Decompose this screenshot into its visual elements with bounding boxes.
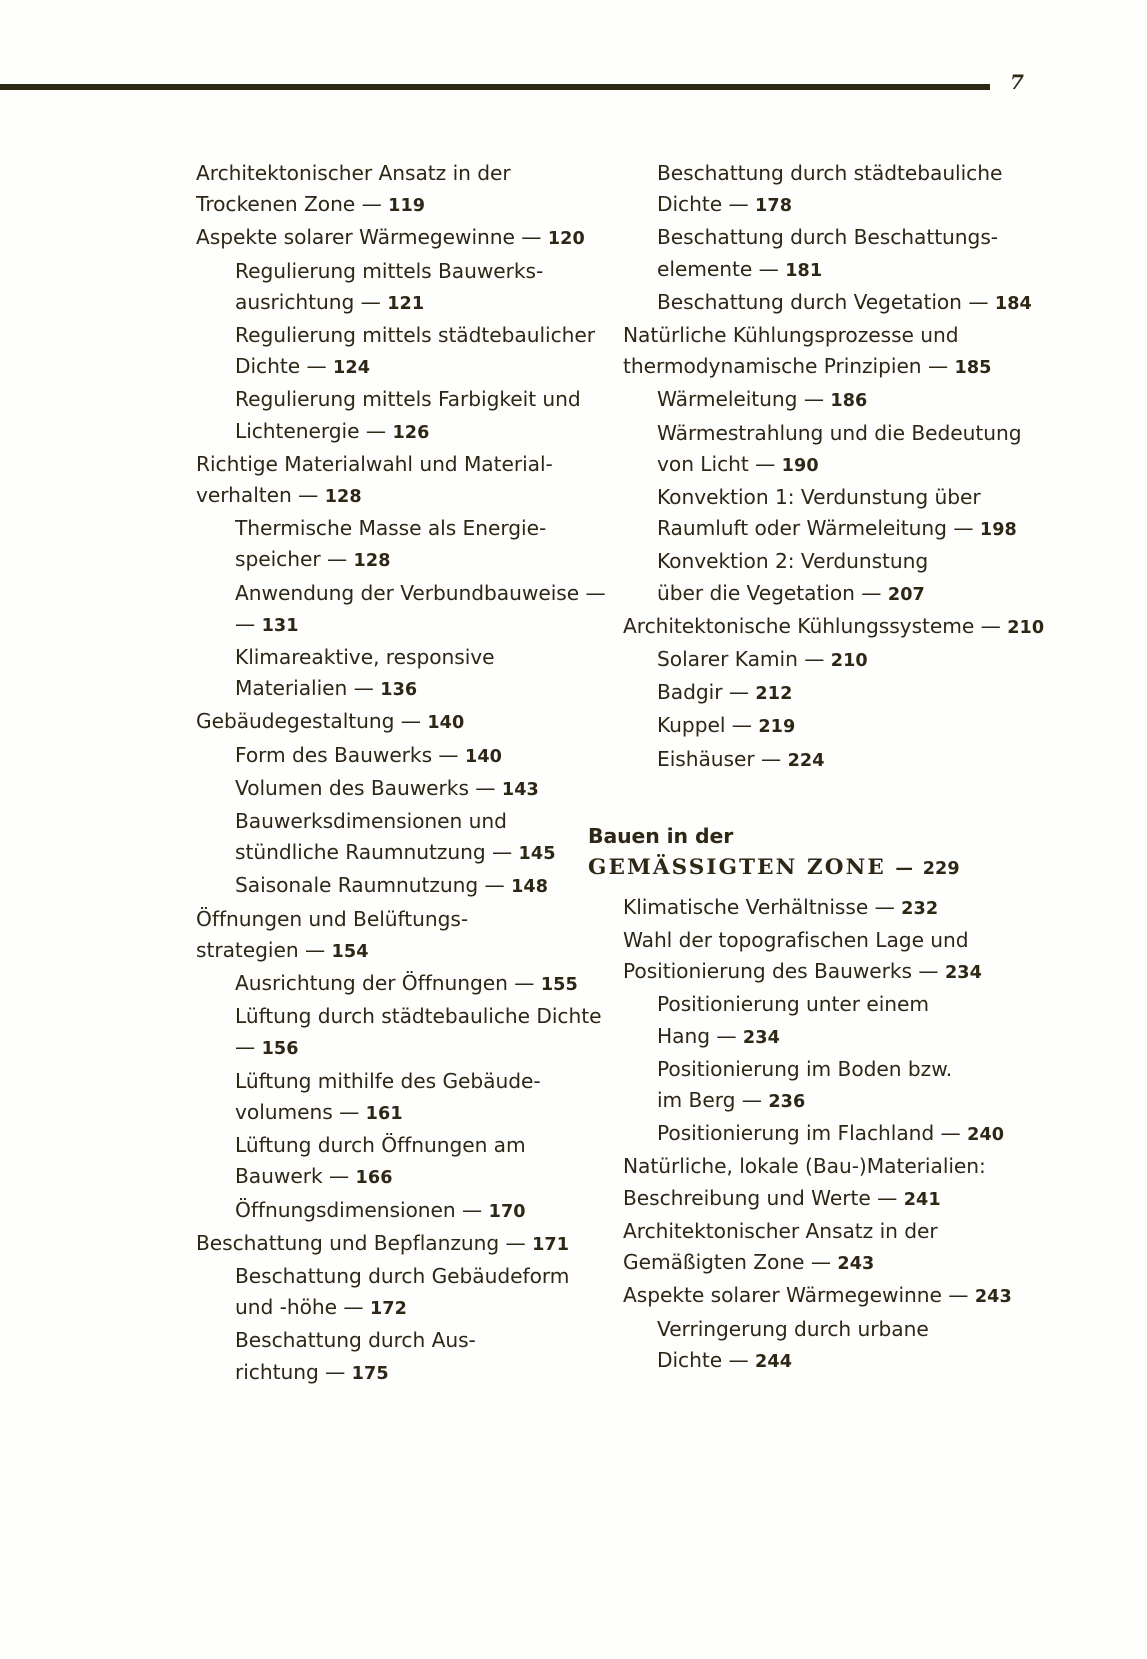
toc-entry-title: volumens <box>235 1099 333 1124</box>
toc-separator: — <box>728 1347 749 1372</box>
toc-column-left <box>196 158 606 1390</box>
toc-entry-title: Bauwerk <box>235 1164 323 1189</box>
toc-entry-title: Wärmeleitung <box>657 387 798 412</box>
toc-entry[interactable] <box>580 351 1000 384</box>
toc-entry[interactable] <box>196 1357 578 1390</box>
toc-separator: — <box>861 580 882 605</box>
toc-entry-title: Richtige Materialwahl und Material- <box>196 451 553 476</box>
toc-entry-title: thermodynamische Prinzipien <box>623 354 922 379</box>
toc-separator: — <box>343 1295 364 1320</box>
toc-entry-page: 172 <box>369 1299 407 1320</box>
toc-separator: — <box>326 547 348 572</box>
toc-separator: — <box>304 937 326 962</box>
page-number: 7 <box>1010 70 1025 94</box>
toc-separator: — <box>514 971 535 996</box>
toc-entry-title: Badgir <box>657 680 723 705</box>
toc-entry-page: 207 <box>887 584 925 605</box>
toc-entry[interactable] <box>580 1085 1000 1118</box>
toc-entry-page: 161 <box>365 1103 403 1124</box>
toc-entry-title: Konvektion 2: Verdunstung <box>657 549 929 574</box>
toc-entry[interactable] <box>196 384 581 415</box>
toc-separator: — <box>438 742 459 767</box>
toc-entry[interactable] <box>580 449 1000 482</box>
toc-entry-title: Materialien <box>235 676 348 701</box>
toc-entry[interactable] <box>196 870 578 903</box>
toc-entry-page: 243 <box>974 1287 1012 1308</box>
toc-entry[interactable] <box>580 892 1000 925</box>
toc-separator: — <box>953 516 974 541</box>
toc-entry[interactable] <box>196 935 578 968</box>
toc-entry-title: Dichte <box>657 192 723 217</box>
toc-entry[interactable] <box>196 806 578 837</box>
toc-entry[interactable] <box>580 644 1000 677</box>
toc-entry-title: Natürliche Kühlungsprozesse und <box>623 323 959 348</box>
toc-entry[interactable] <box>580 418 1022 449</box>
toc-entry-title: Verringerung durch urbane <box>657 1316 929 1341</box>
part-heading-zone-name: GEMÄSSIGTEN ZONE <box>588 854 886 880</box>
toc-entry[interactable] <box>196 351 578 384</box>
toc-entry-title: Positionierung des Bauwerks <box>623 959 913 984</box>
toc-separator: — <box>741 1088 762 1113</box>
toc-separator: — <box>505 1230 526 1255</box>
toc-entry-title: Öffnungen und Belüftungs- <box>196 906 469 931</box>
toc-entry[interactable] <box>580 956 1000 989</box>
toc-entry[interactable] <box>196 1292 578 1325</box>
toc-entry-title: Beschattung durch Aus- <box>235 1328 476 1353</box>
toc-entry[interactable] <box>580 1118 1005 1151</box>
toc-entry[interactable] <box>196 1161 578 1194</box>
toc-entry-title: Architektonischer Ansatz in der <box>196 161 511 185</box>
toc-entry-page: 140 <box>464 746 503 767</box>
toc-entry[interactable] <box>580 1345 1000 1378</box>
toc-entry-title: Raumluft oder Wärmeleitung <box>657 516 947 541</box>
toc-separator: — <box>810 1250 831 1275</box>
toc-entry-title: im Berg <box>657 1088 736 1113</box>
toc-entry-page: 243 <box>837 1254 875 1275</box>
toc-entry-page: 124 <box>333 358 371 379</box>
toc-entry-page: 145 <box>518 844 556 865</box>
toc-entry-page: 166 <box>355 1168 393 1189</box>
toc-entry-page: 210 <box>1007 617 1045 638</box>
toc-separator: — <box>716 1023 737 1048</box>
toc-entry[interactable] <box>196 480 578 513</box>
toc-entry-title: Positionierung im Boden bzw. <box>657 1056 953 1081</box>
toc-entry[interactable] <box>580 320 1000 351</box>
toc-entry-title: Eishäuser <box>657 746 755 771</box>
toc-entry[interactable] <box>580 1247 1000 1280</box>
toc-separator: — <box>491 840 513 865</box>
toc-entry-page: 140 <box>427 713 465 734</box>
toc-entry[interactable] <box>196 578 606 609</box>
part-heading-line2 <box>580 851 1000 886</box>
toc-entry-title: Regulierung mittels Bauwerks- <box>235 258 544 283</box>
toc-entry[interactable] <box>196 256 578 287</box>
toc-entry[interactable] <box>196 222 585 255</box>
toc-entry-page: 119 <box>388 196 426 217</box>
toc-separator: — <box>731 713 752 738</box>
toc-entry-title: elemente <box>657 256 753 281</box>
toc-entry[interactable] <box>196 1066 578 1097</box>
toc-entry-title: Regulierung mittels Farbigkeit und <box>235 387 581 412</box>
toc-separator: — <box>328 1164 350 1189</box>
toc-entry[interactable] <box>196 1228 578 1261</box>
toc-separator: — <box>874 894 895 919</box>
toc-entry-title: Beschattung durch Beschattungs- <box>657 225 999 250</box>
toc-entry[interactable] <box>196 1130 578 1161</box>
toc-entry-page: 136 <box>380 680 418 701</box>
toc-entry-title: Konvektion 1: Verdunstung über <box>657 485 981 510</box>
toc-separator: — <box>484 873 505 898</box>
toc-entry-title: Kuppel <box>657 713 726 738</box>
toc-entry[interactable] <box>580 1021 1000 1054</box>
toc-entry-title: Lüftung durch Öffnungen am <box>235 1133 526 1158</box>
toc-entry-page: 210 <box>830 651 868 672</box>
toc-separator: — <box>755 451 776 476</box>
toc-entry-page: 212 <box>755 684 793 705</box>
toc-entry-title: Klimareaktive, responsive <box>235 645 495 670</box>
toc-entry-page: 143 <box>501 779 539 800</box>
toc-entry-page: 186 <box>830 391 868 412</box>
toc-entry-title: Gebäudegestaltung <box>196 709 395 734</box>
toc-separator: — <box>235 1035 256 1060</box>
toc-entry-page: 178 <box>755 196 793 217</box>
toc-entry-page: 181 <box>785 260 823 281</box>
toc-entry[interactable] <box>580 925 1000 956</box>
toc-entry[interactable] <box>580 287 1032 320</box>
toc-column-right <box>580 158 1045 1378</box>
toc-entry-page: 185 <box>954 358 992 379</box>
toc-entry-title: über die Vegetation <box>657 580 855 605</box>
toc-entry-page: 126 <box>392 422 430 443</box>
toc-entry[interactable] <box>580 1314 1000 1345</box>
toc-separator: — <box>918 959 939 984</box>
toc-entry-title: speicher <box>235 547 321 572</box>
toc-entry-title: Bauwerksdimensionen und <box>235 809 507 834</box>
toc-separator: — <box>298 483 319 508</box>
toc-entry[interactable] <box>196 1032 578 1065</box>
toc-entry[interactable] <box>196 449 578 480</box>
toc-entry[interactable] <box>580 222 1000 253</box>
toc-separator: — <box>728 680 750 705</box>
toc-entry[interactable] <box>196 1097 578 1130</box>
toc-entry-title: Gemäßigten Zone <box>623 1250 805 1275</box>
toc-entry-title: strategien <box>196 937 299 962</box>
toc-entry[interactable] <box>196 609 578 642</box>
toc-entry-title: Solarer Kamin <box>657 647 798 672</box>
toc-separator: — <box>462 1197 483 1222</box>
toc-separator: — <box>475 775 496 800</box>
toc-entry-title: Architektonische Kühlungssysteme <box>623 613 975 638</box>
toc-separator: — <box>325 1359 346 1384</box>
toc-entry-title: Dichte <box>235 354 301 379</box>
toc-entry-page: 156 <box>261 1039 299 1060</box>
toc-entry-page: 240 <box>967 1125 1005 1146</box>
toc-entry[interactable] <box>196 189 578 222</box>
toc-entry-title: Volumen des Bauwerks <box>235 775 469 800</box>
toc-entry-title: Natürliche, lokale (Bau-)Materialien: <box>623 1154 986 1179</box>
toc-entry-page: 128 <box>324 487 362 508</box>
toc-entry[interactable] <box>580 989 1000 1020</box>
toc-entry[interactable] <box>580 1216 1000 1247</box>
toc-entry[interactable] <box>196 158 578 189</box>
toc-entry-page: 148 <box>511 877 549 898</box>
toc-entry-title: richtung <box>235 1359 319 1384</box>
toc-entry[interactable] <box>196 837 578 870</box>
toc-separator: — <box>980 613 1001 638</box>
toc-entry[interactable] <box>580 744 1000 777</box>
toc-entry[interactable] <box>196 740 578 773</box>
toc-entry-page: 170 <box>488 1201 526 1222</box>
toc-entry-page: 121 <box>387 293 425 314</box>
toc-entry-page: 232 <box>901 898 939 919</box>
toc-entry-page: 241 <box>903 1189 941 1210</box>
toc-entry[interactable] <box>580 1280 1012 1313</box>
toc-separator: — <box>365 418 387 443</box>
toc-separator: — <box>235 611 256 636</box>
toc-separator: — <box>360 289 381 314</box>
toc-entry[interactable] <box>196 287 578 320</box>
toc-entry-title: Beschattung durch städtebauliche <box>657 161 1003 185</box>
toc-entry[interactable] <box>580 578 1000 611</box>
toc-entry[interactable] <box>196 1325 578 1356</box>
toc-entry[interactable] <box>196 544 578 577</box>
toc-entry[interactable] <box>196 904 578 935</box>
toc-entry-page: 234 <box>742 1027 780 1048</box>
toc-separator: — <box>400 709 421 734</box>
toc-entry[interactable] <box>196 1195 578 1228</box>
toc-entry[interactable] <box>580 482 1000 513</box>
toc-separator: — <box>940 1121 961 1146</box>
toc-entry-title: Aspekte solarer Wärmegewinne <box>196 225 515 250</box>
toc-entry-title: Lichtenergie <box>235 418 360 443</box>
toc-entry-page: 171 <box>532 1234 570 1255</box>
toc-entry-page: 184 <box>994 293 1032 314</box>
toc-entry-page: 154 <box>331 941 369 962</box>
toc-entry[interactable] <box>580 189 1000 222</box>
toc-entry-title: Saisonale Raumnutzung <box>235 873 479 898</box>
toc-separator: — <box>761 746 782 771</box>
toc-entry[interactable] <box>196 968 578 1001</box>
toc-entry-title: Hang <box>657 1023 710 1048</box>
toc-entry-page: 198 <box>979 520 1017 541</box>
toc-entry-title: von Licht <box>657 451 749 476</box>
toc-entry-title: Ausrichtung der Öffnungen <box>235 971 508 996</box>
toc-entry[interactable] <box>580 546 1000 577</box>
toc-entry-page: 128 <box>353 551 391 572</box>
toc-separator: — <box>877 1185 898 1210</box>
toc-separator: — <box>804 647 825 672</box>
toc-entry-title: Thermische Masse als Energie- <box>235 516 547 541</box>
toc-entry-title: Architektonischer Ansatz in der <box>623 1218 938 1243</box>
toc-entry-title: Positionierung unter einem <box>657 992 929 1017</box>
toc-entry-page: 244 <box>755 1351 793 1372</box>
toc-entry[interactable] <box>196 416 578 449</box>
toc-entry[interactable] <box>580 677 1000 710</box>
toc-separator: — <box>927 354 949 379</box>
toc-entry-title: Öffnungsdimensionen <box>235 1197 456 1222</box>
part-heading-page: 229 <box>922 858 960 879</box>
toc-entry-title: Regulierung mittels städtebaulicher <box>235 323 595 348</box>
toc-entry-title: Lüftung mithilfe des Gebäude- <box>235 1068 541 1093</box>
toc-separator: — <box>728 192 749 217</box>
toc-entry[interactable] <box>580 384 1000 417</box>
toc-entry-title: Wärmestrahlung und die Bedeutung <box>657 420 1022 445</box>
toc-entry[interactable] <box>196 1001 602 1032</box>
toc-entry-title: verhalten <box>196 483 292 508</box>
toc-entry[interactable] <box>196 642 578 673</box>
toc-entry-title: Aspekte solarer Wärmegewinne <box>623 1283 942 1308</box>
toc-entry-page: 219 <box>758 717 796 738</box>
part-heading[interactable] <box>580 821 1000 886</box>
part-heading-line1: Bauen in der <box>588 823 734 848</box>
toc-entry-page: 236 <box>768 1092 806 1113</box>
toc-entry[interactable] <box>196 673 578 706</box>
toc-separator: — <box>803 387 824 412</box>
toc-entry[interactable] <box>580 513 1017 546</box>
toc-entry-title: Beschattung durch Gebäudeform <box>235 1263 570 1288</box>
toc-separator: — <box>361 192 382 217</box>
toc-entry[interactable] <box>580 1183 1000 1216</box>
toc-entry-page: 190 <box>781 455 819 476</box>
toc-separator: — <box>306 354 327 379</box>
toc-separator: — <box>339 1099 360 1124</box>
toc-entry-page: 175 <box>351 1363 389 1384</box>
toc-entry[interactable] <box>196 320 595 351</box>
toc-entry[interactable] <box>580 158 1003 189</box>
toc-entry-title: Lüftung durch städtebauliche Dichte <box>235 1004 602 1029</box>
toc-entry-title: Dichte <box>657 1347 723 1372</box>
toc-separator: — <box>895 858 914 879</box>
toc-entry-page: 155 <box>540 975 578 996</box>
toc-entry-title: und -höhe <box>235 1295 338 1320</box>
toc-entry[interactable] <box>196 513 578 544</box>
toc-entry[interactable] <box>580 710 1000 743</box>
toc-entry-title: Anwendung der Verbundbauweise — <box>235 580 606 605</box>
toc-entry-title: Beschattung durch Vegetation <box>657 289 962 314</box>
toc-separator: — <box>758 256 779 281</box>
toc-entry[interactable] <box>580 1151 1000 1182</box>
toc-entry[interactable] <box>580 611 1045 644</box>
toc-entry[interactable] <box>196 1261 578 1292</box>
toc-entry-page: 120 <box>547 229 585 250</box>
toc-entry-title: Beschattung und Bepflanzung <box>196 1230 500 1255</box>
toc-entry[interactable] <box>580 1054 1000 1085</box>
toc-entry-title: Positionierung im Flachland <box>657 1121 935 1146</box>
toc-separator: — <box>968 289 989 314</box>
toc-entry-title: Form des Bauwerks <box>235 742 433 767</box>
toc-entry-page: 224 <box>787 750 825 771</box>
header-rule <box>0 84 990 90</box>
toc-entry-title: Beschreibung und Werte <box>623 1185 871 1210</box>
toc-entry-title: Wahl der topografischen Lage und <box>623 928 969 953</box>
toc-separator: — <box>948 1283 969 1308</box>
toc-entry-page: 131 <box>261 615 299 636</box>
toc-entry-title: Klimatische Verhältnisse <box>623 894 869 919</box>
toc-separator: — <box>353 676 374 701</box>
toc-entry[interactable] <box>196 706 578 739</box>
toc-separator: — <box>521 225 542 250</box>
toc-entry-title: stündliche Raumnutzung <box>235 840 486 865</box>
toc-entry-title: Trockenen Zone <box>196 192 356 217</box>
toc-entry-page: 234 <box>944 963 982 984</box>
toc-entry[interactable] <box>580 254 1000 287</box>
toc-entry[interactable] <box>196 773 578 806</box>
toc-entry-title: ausrichtung <box>235 289 355 314</box>
